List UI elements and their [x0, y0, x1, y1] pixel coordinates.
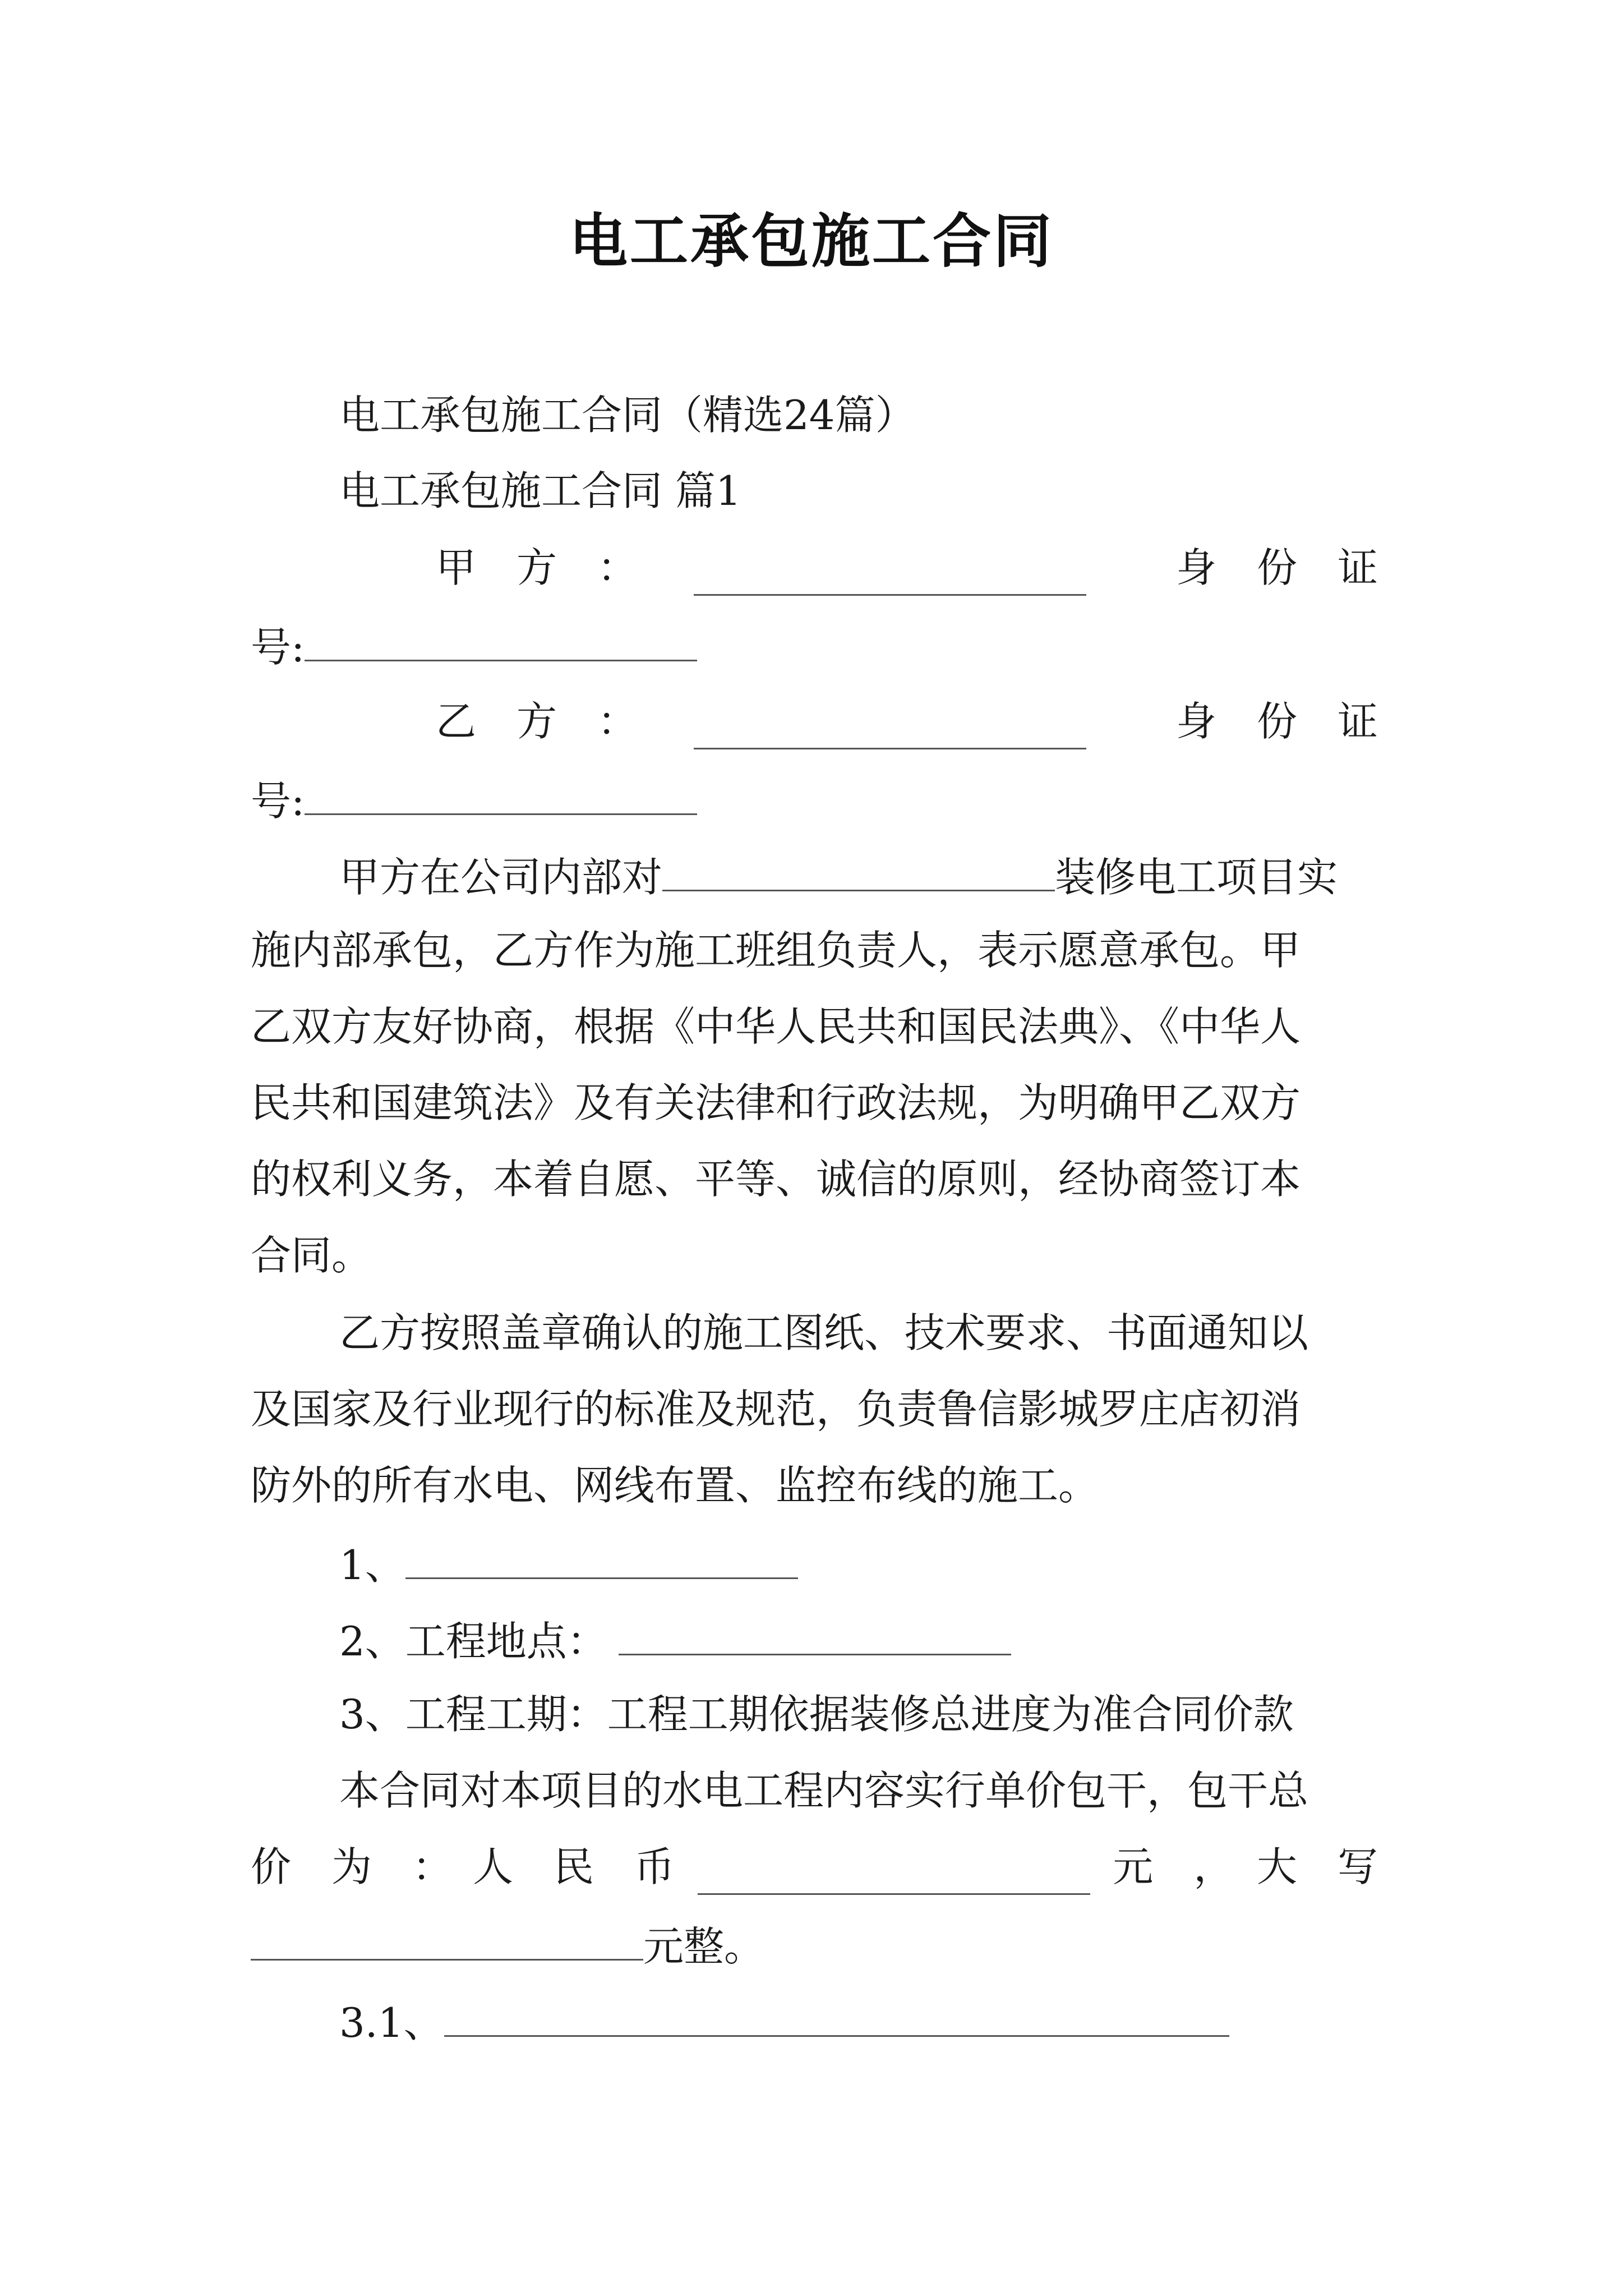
item-2-label: 2、工程地点：: [339, 1618, 607, 1665]
item-1: [251, 1534, 1467, 1593]
para1-line4: 民共和国建筑法》及有关法律和行政法规，为明确甲乙双方: [251, 1079, 1301, 1126]
para1-text-a: 甲方在公司内部对: [339, 854, 663, 901]
section-heading: 电工承包施工合同 篇1: [339, 467, 741, 514]
item-3-1-blank: [444, 1991, 1229, 2037]
para2-line1: 乙方按照盖章确认的施工图纸、技术要求、书面通知以: [339, 1309, 1309, 1356]
party-b-label: 乙 方 ：: [436, 698, 638, 745]
item-3-1-label: 3.1、: [339, 1999, 444, 2046]
project-blank: [662, 846, 1055, 891]
item-3-1: [251, 1991, 1467, 2051]
para3-line1: 本合同对本项目的水电工程内容实行单价包干，包干总: [339, 1767, 1309, 1814]
para1-line6: 合同。: [251, 1232, 372, 1279]
party-a-id-row: [251, 616, 1378, 675]
item-2-blank: [619, 1610, 1011, 1655]
item-1-label: 1、: [339, 1542, 405, 1589]
para1-line1: [251, 846, 1467, 905]
para1-text-b: 装修电工项目实: [1055, 854, 1338, 901]
document-title: 电工承包施工合同: [569, 206, 1054, 275]
para1-line2: 施内部承包，乙方作为施工班组负责人，表示愿意承包。甲: [251, 927, 1301, 974]
document-subtitle: 电工承包施工合同（精选24篇）: [339, 392, 916, 439]
party-a-row: [251, 540, 1378, 596]
para1-line5: 的权利义务，本着自愿、平等、诚信的原则，经协商签订本: [251, 1156, 1301, 1203]
party-b-id-label: 身 份 证: [1175, 698, 1378, 745]
item-3: 3、工程工期：工程工期依据装修总进度为准合同价款: [339, 1691, 1294, 1738]
para3-line2: [251, 1839, 1378, 1895]
party-b-id-row: [251, 770, 1378, 829]
party-a-name-blank: [694, 550, 1086, 596]
price-words-blank: [251, 1915, 643, 1961]
price-number-blank: [698, 1849, 1090, 1895]
party-b-name-blank: [694, 704, 1086, 749]
price-yuan-label: 元 ，: [1113, 1843, 1234, 1890]
item-2: [251, 1610, 1467, 1669]
item-1-blank: [405, 1534, 798, 1579]
party-a-id-label-cont: 号:: [251, 624, 305, 671]
para1-line3: 乙双方友好协商，根据《中华人民共和国民法典》、《中华人: [251, 1003, 1301, 1050]
party-b-id-blank: [305, 770, 697, 815]
party-a-id-label: 身 份 证: [1175, 544, 1378, 591]
para3-line3: [251, 1915, 1378, 1975]
price-daxie-label: 大 写: [1256, 1843, 1378, 1890]
party-b-id-label-cont: 号:: [251, 777, 305, 825]
party-a-id-blank: [305, 616, 697, 661]
party-a-label: 甲 方 ：: [436, 544, 638, 591]
price-label: 价 为 ： 人 民 币: [251, 1843, 675, 1890]
para2-line2: 及国家及行业现行的标准及规范，负责鲁信影城罗庄店初消: [251, 1386, 1301, 1433]
price-end: 元整。: [643, 1923, 765, 1970]
party-b-row: [251, 693, 1378, 749]
para2-line3: 防外的所有水电、网线布置、监控布线的施工。: [251, 1462, 1099, 1509]
